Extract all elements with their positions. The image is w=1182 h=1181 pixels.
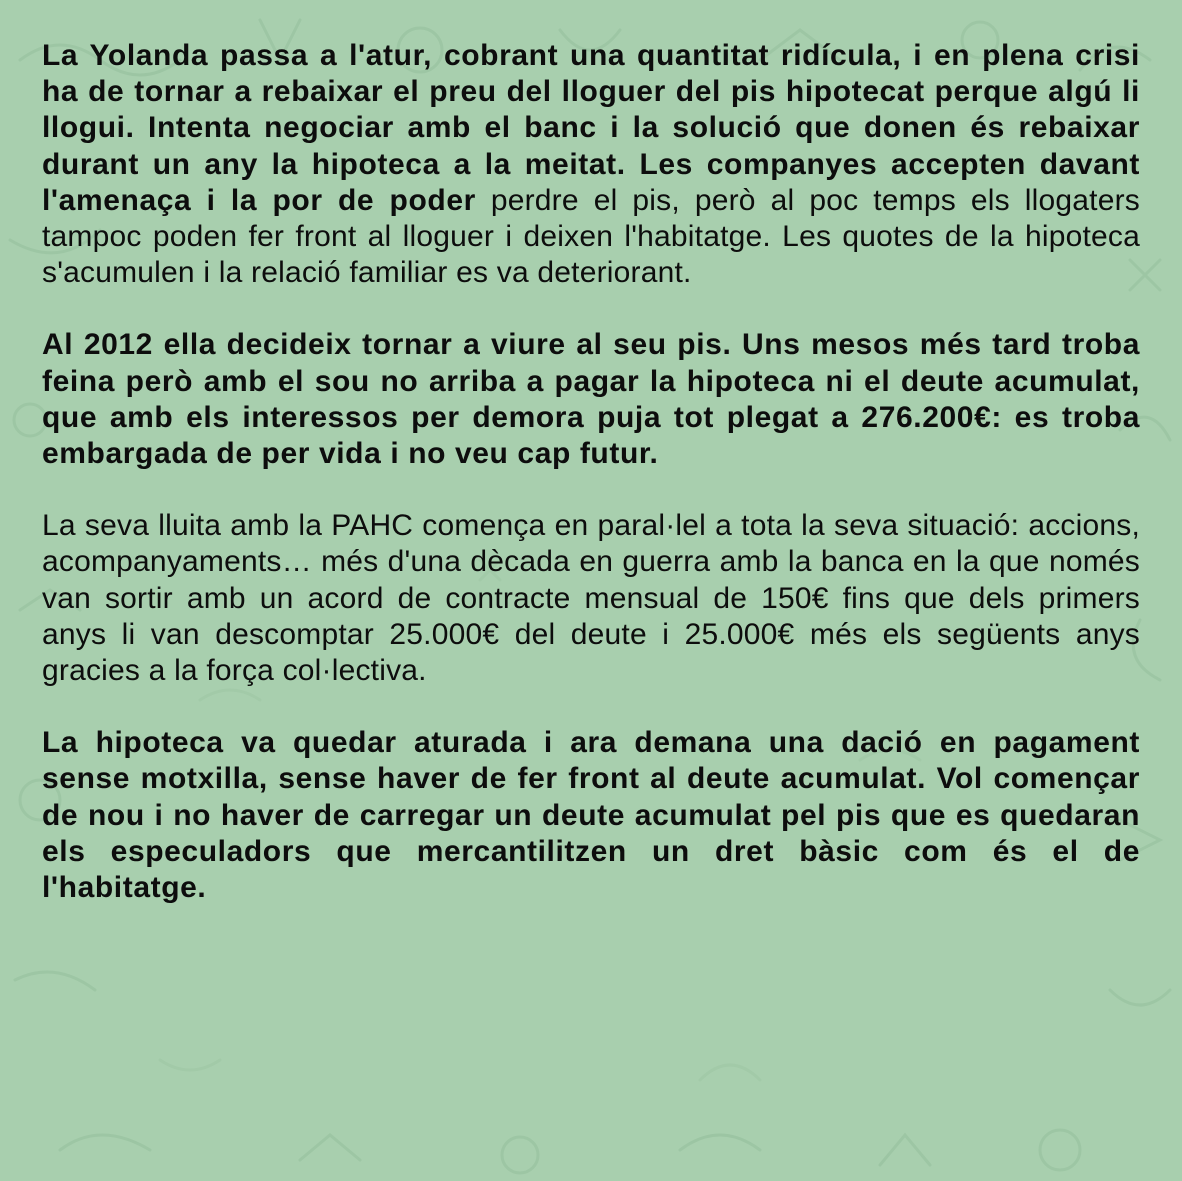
article-text xyxy=(42,38,1140,906)
paragraph-3 xyxy=(42,508,1140,689)
paragraph-4-bold-text: La hipoteca va quedar aturada i ara demana una dació en pagament sense motxilla, sense haver de fer front al deute acumulat. Vol començar de nou i no haver de carregar un deute acumulat pel pis que es quedaran els especuladors que mercantilitzen un dret bàsic com és el de l'habitatge. xyxy=(42,726,1140,905)
paragraph-1-bold-text: La Yolanda passa a l'atur, cobrant una quantitat ridícula, i en plena crisi ha de tornar a rebaixar el preu del lloguer del pis hipotecat perque algú li llogui. Intenta negociar amb el banc i la solució que donen és rebaixar durant un any la hipoteca a la meitat. Les companyes accepten davant l'amenaça i la por de poder xyxy=(42,39,1140,217)
paragraph-3-regular-text: La seva lluita amb la PAHC comença en paral·lel a tota la seva situació: accions, acompanyaments… més d'una dècada en guerra amb la banca en la que només van sortir amb un acord de contracte mensual de 150€ fins que dels primers anys li van descomptar 25.000€ del deute i 25.000€ més els següents anys gracies a la força col·lectiva. xyxy=(42,509,1140,688)
paragraph-2-bold-text: Al 2012 ella decideix tornar a viure al seu pis. Uns mesos més tard troba feina però amb el sou no arriba a pagar la hipoteca ni el deute acumulat, que amb els interessos per demora puja tot plegat a 276.200€: es troba embargada de per vida i no veu cap futur. xyxy=(42,328,1140,471)
paragraph-1-regular-text: perdre el pis, però al poc temps els llogaters tampoc poden fer front al lloguer i deixen l'habitatge. Les quotes de la hipoteca s'acumulen i la relació familiar es va deteriorant. xyxy=(42,183,1140,290)
paragraph-1 xyxy=(42,38,1140,291)
paragraph-2 xyxy=(42,327,1140,472)
paragraph-4 xyxy=(42,725,1140,906)
